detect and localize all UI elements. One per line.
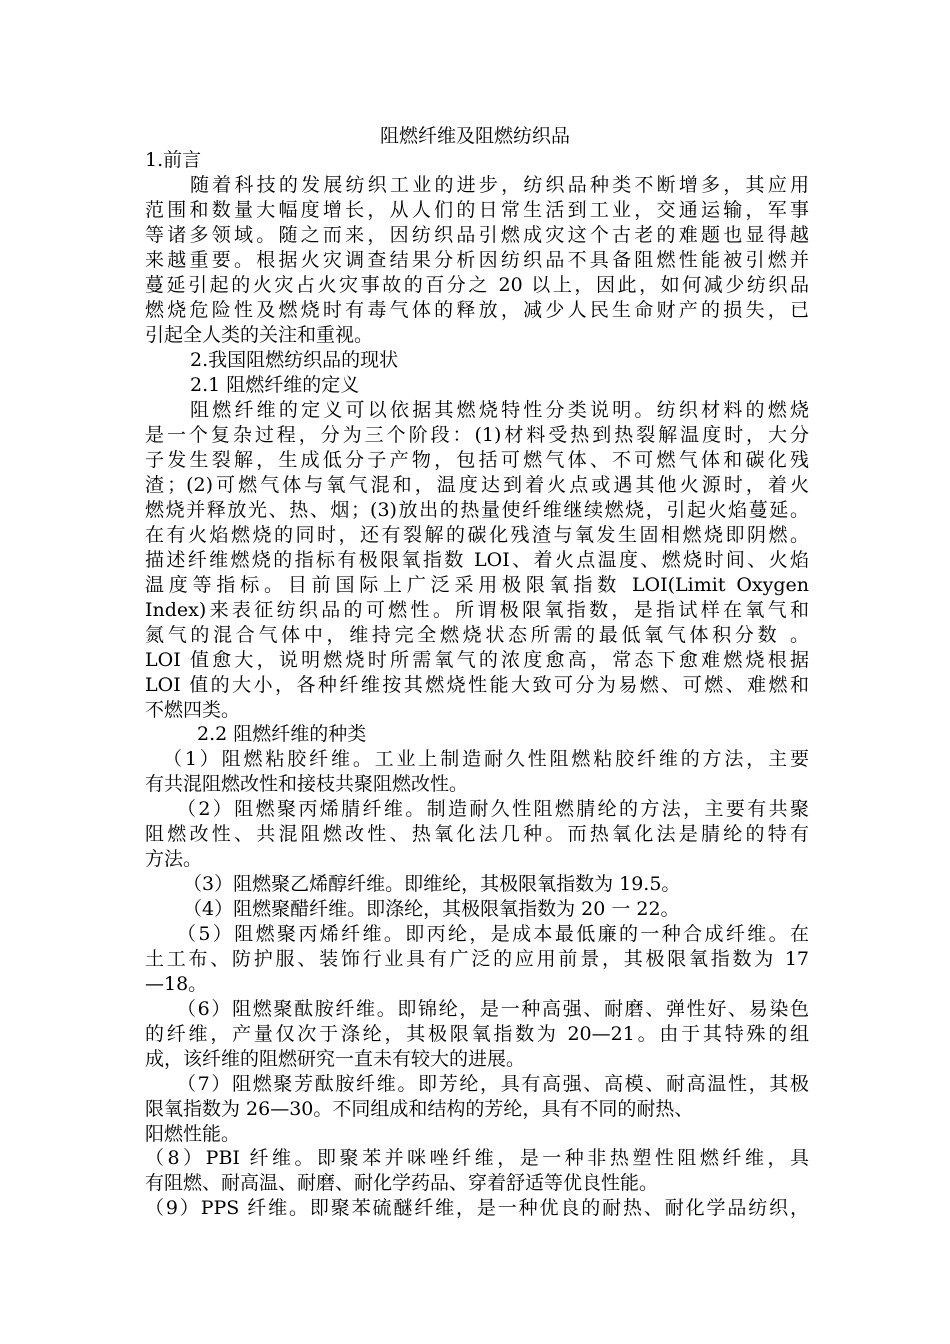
body-text-line: 描述纤维燃烧的指标有极限氧指数 LOI、着火点温度、燃烧时间、火焰 [145, 549, 809, 571]
body-text-line: （4）阻燃聚醋纤维。即涤纶，其极限氧指数为 20 一 22。 [183, 898, 680, 920]
body-text-line: （6）阻燃聚酞胺纤维。即锦纶，是一种高强、耐磨、弹性好、易染色 [177, 998, 809, 1020]
body-text-line: 范围和数量大幅度增长，从人们的日常生活到工业，交通运输，军事 [145, 199, 809, 221]
body-text-line: （5）阻燃聚丙烯纤维。即丙纶，是成本最低廉的一种合成纤维。在 [177, 923, 809, 945]
body-text-line: 阳燃性能。 [145, 1123, 241, 1145]
body-text-line: （1）阻燃粘胶纤维。工业上制造耐久性阻燃粘胶纤维的方法，主要 [163, 748, 809, 770]
body-text-line: 等诸多领域。随之而来，因纺织品引燃成灾这个古老的难题也显得越 [145, 224, 809, 246]
body-text-line: LOI 值愈大，说明燃烧时所需氧气的浓度愈高，常态下愈难燃烧根据 [145, 649, 809, 671]
body-text-line: （3）阻燃聚乙烯醇纤维。即维纶，其极限氧指数为 19.5。 [183, 873, 681, 895]
body-text-line: 1.前言 [145, 149, 202, 171]
body-text-line: 渣；(2)可燃气体与氧气混和，温度达到着火点或遇其他火源时，着火 [145, 474, 809, 496]
body-text-line: —18。 [145, 973, 208, 995]
body-text-line: （8）PBI 纤维。即聚苯并咪唑纤维，是一种非热塑性阻燃纤维，具 [145, 1147, 809, 1169]
body-text-line: 2.我国阻燃纺织品的现状 [190, 349, 399, 371]
body-text-line: 2.2 阻燃纤维的种类 [197, 723, 367, 745]
body-text-line: 有共混阻燃改性和接枝共聚阻燃改性。 [145, 773, 469, 795]
body-text-line: 在有火焰燃烧的同时，还有裂解的碳化残渣与氧发生固相燃烧即阴燃。 [145, 524, 809, 546]
body-text-line: 氮气的混合气体中，维持完全燃烧状态所需的最低氧气体积分数 。 [145, 624, 809, 646]
body-text-line: 来越重要。根据火灾调查结果分析因纺织品不具备阻燃性能被引燃并 [145, 249, 809, 271]
body-text-line: 土工布、防护服、装饰行业具有广泛的应用前景，其极限氧指数为 17 [145, 948, 809, 970]
body-text-line: （9）PPS 纤维。即聚苯硫醚纤维，是一种优良的耐热、耐化学品纺织， [145, 1197, 809, 1219]
body-text-line: 的纤维，产量仅次于涤纶，其极限氧指数为 20—21。由于其特殊的组 [145, 1023, 809, 1045]
body-text-line: LOI 值的大小，各种纤维按其燃烧性能大致可分为易燃、可燃、难燃和 [145, 674, 809, 696]
body-text-line: 方法。 [145, 848, 203, 870]
body-text-line: （2）阻燃聚丙烯腈纤维。制造耐久性阻燃腈纶的方法，主要有共聚 [177, 798, 809, 820]
document-title: 阻燃纤维及阻燃纺织品 [379, 125, 570, 147]
body-text-line: 随着科技的发展纺织工业的进步，纺织品种类不断增多，其应用 [190, 174, 809, 196]
body-text-line: （7）阻燃聚芳酞胺纤维。即芳纶，具有高强、高模、耐高温性，其极 [177, 1073, 809, 1095]
body-text-line: 引起全人类的关注和重视。 [145, 324, 374, 346]
body-text-line: 燃烧并释放光、热、烟；(3)放出的热量使纤维继续燃烧，引起火焰蔓延。 [145, 499, 809, 521]
body-text-line: Index)来表征纺织品的可燃性。所谓极限氧指数，是指试样在氧气和 [145, 599, 809, 621]
body-text-line: 蔓延引起的火灾占火灾事故的百分之 20 以上，因此，如何减少纺织品 [145, 274, 809, 296]
body-text-line: 不燃四类。 [145, 699, 241, 721]
body-text-line: 有阻燃、耐高温、耐磨、耐化学药品、穿着舒适等优良性能。 [145, 1172, 659, 1194]
body-text-line: 成，该纤维的阻燃研究一直未有较大的进展。 [145, 1048, 526, 1070]
body-text-line: 限氧指数为 26—30。不同组成和结构的芳纶，具有不同的耐热、 [145, 1098, 694, 1120]
body-text-line: 子发生裂解，生成低分子产物，包括可燃气体、不可燃气体和碳化残 [145, 449, 809, 471]
body-text-line: 温度等指标。目前国际上广泛采用极限氧指数 LOI(Limit Oxygen [145, 574, 809, 596]
body-text-line: 燃烧危险性及燃烧时有毒气体的释放，减少人民生命财产的损失，已 [145, 299, 809, 321]
body-text-line: 阻燃改性、共混阻燃改性、热氧化法几种。而热氧化法是腈纶的特有 [145, 823, 809, 845]
body-text-line: 是一个复杂过程，分为三个阶段：(1)材料受热到热裂解温度时，大分 [145, 424, 809, 446]
body-text-line: 阻燃纤维的定义可以依据其燃烧特性分类说明。纺织材料的燃烧 [190, 399, 809, 421]
body-text-line: 2.1 阻燃纤维的定义 [190, 374, 360, 396]
